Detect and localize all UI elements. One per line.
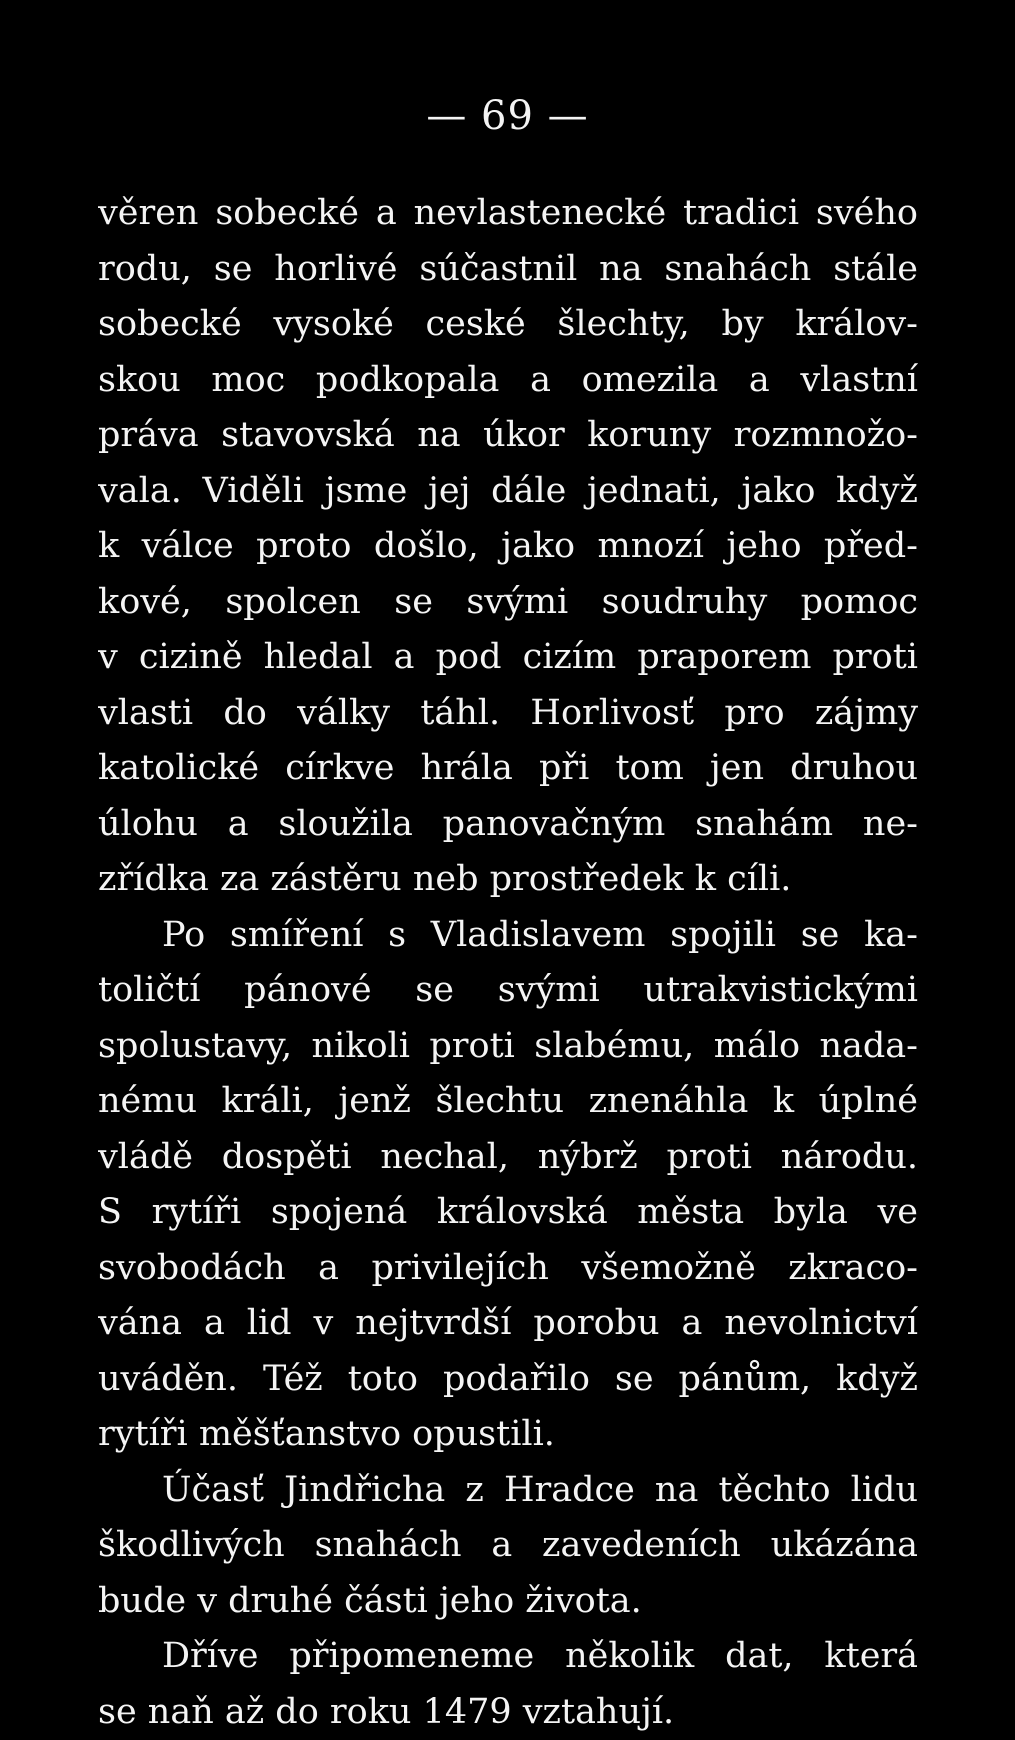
text-line: vládě dospěti nechal, nýbrž proti národu. bbox=[98, 1130, 918, 1186]
text-line: vlasti do války táhl. Horlivosť pro zájmy bbox=[98, 686, 918, 742]
text-line: nému králi, jenž šlechtu znenáhla k úplné bbox=[98, 1074, 918, 1130]
text-line: rytíři měšťanstvo opustili. bbox=[98, 1407, 918, 1463]
text-line: svobodách a privilejích všemožně zkraco- bbox=[98, 1241, 918, 1297]
body-text bbox=[98, 186, 918, 1740]
text-line: vána a lid v nejtvrdší porobu a nevolnictví bbox=[98, 1296, 918, 1352]
text-line: spolustavy, nikoli proti slabému, málo nada- bbox=[98, 1019, 918, 1075]
paragraph-start-line: Po smíření s Vladislavem spojili se ka- bbox=[98, 908, 918, 964]
text-line: věren sobecké a nevlastenecké tradici svého bbox=[98, 186, 918, 242]
text-line: zřídka za zástěru neb prostředek k cíli. bbox=[98, 852, 918, 908]
text-line: uváděn. Též toto podařilo se pánům, když bbox=[98, 1352, 918, 1408]
paragraph-start-line: Dříve připomeneme několik dat, která bbox=[98, 1629, 918, 1685]
page-number: — 69 — bbox=[0, 88, 1015, 144]
text-line: se naň až do roku 1479 vztahují. bbox=[98, 1685, 918, 1740]
text-line: práva stavovská na úkor koruny rozmnožo- bbox=[98, 408, 918, 464]
text-line: kové, spolcen se svými soudruhy pomoc bbox=[98, 575, 918, 631]
text-line: katolické církve hrála při tom jen druhou bbox=[98, 741, 918, 797]
text-line: k válce proto došlo, jako mnozí jeho před- bbox=[98, 519, 918, 575]
text-line: skou moc podkopala a omezila a vlastní bbox=[98, 353, 918, 409]
text-line: toličtí pánové se svými utrakvistickými bbox=[98, 963, 918, 1019]
paragraph-start-line: Účasť Jindřicha z Hradce na těchto lidu bbox=[98, 1463, 918, 1519]
text-line: rodu, se horlivé súčastnil na snahách stále bbox=[98, 242, 918, 298]
text-line: vala. Viděli jsme jej dále jednati, jako když bbox=[98, 464, 918, 520]
text-line: sobecké vysoké ceské šlechty, by králov- bbox=[98, 297, 918, 353]
text-line: škodlivých snahách a zavedeních ukázána bbox=[98, 1518, 918, 1574]
text-line: S rytíři spojená královská města byla ve bbox=[98, 1185, 918, 1241]
text-line: bude v druhé části jeho života. bbox=[98, 1574, 918, 1630]
text-line: úlohu a sloužila panovačným snahám ne- bbox=[98, 797, 918, 853]
text-line: v cizině hledal a pod cizím praporem proti bbox=[98, 630, 918, 686]
